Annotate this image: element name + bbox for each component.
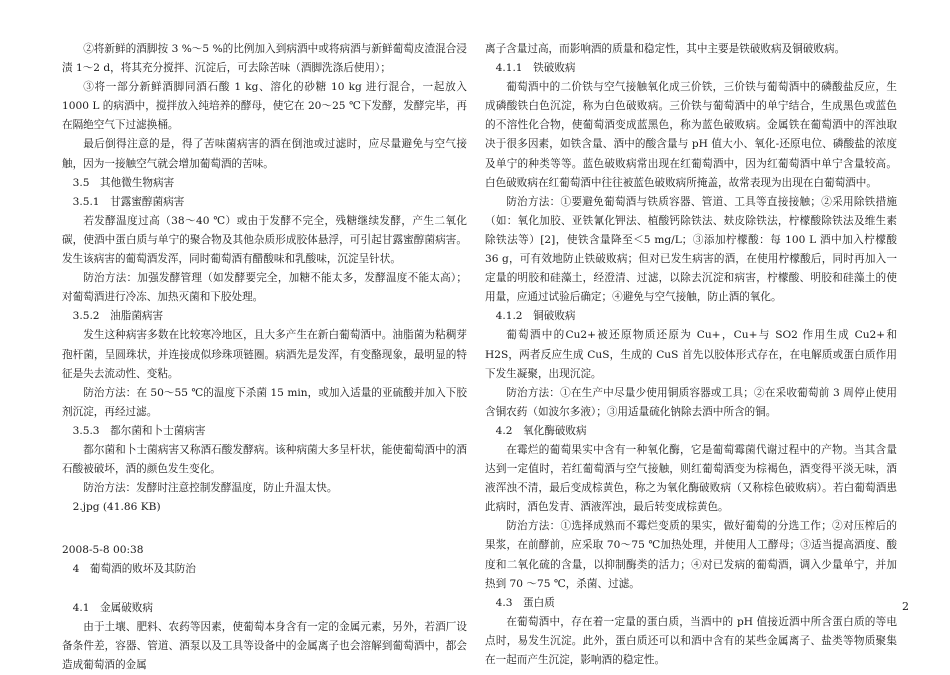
paragraph: 防治方法：发酵时注意控制发酵温度，防止升温太快。 bbox=[83, 482, 338, 495]
spacer bbox=[62, 517, 467, 541]
paragraph: 最后倒得注意的是，得了苦味菌病害的酒在倒池或过滤时，应尽量避免与空气接触，因为一接触空气就会增加葡萄酒的苦味。 bbox=[62, 138, 467, 170]
paragraph: 2.jpg (41.86 KB) bbox=[62, 501, 161, 514]
section-heading: 4.1.2 铜破败病 bbox=[495, 310, 576, 323]
section-heading: 3.5.3 都尔菌和卜士菌病害 bbox=[72, 424, 206, 437]
paragraph: ③将一部分新鲜酒脚同酒石酸 1 kg、溶化的砂糖 10 kg 进行混合，一起放入 1000 L 的病酒中，搅拌放入纯培养的酵母，使它在 20～25 ℃下发酵，发酵完毕，再在隔绝空气下过滤换桶。 bbox=[62, 81, 467, 132]
paragraph: 在葡萄酒中，存在着一定量的蛋白质，当酒中的 pH 值接近酒中所含蛋白质的等电点时，易发生沉淀。此外，蛋白质还可以和酒中含有的某些金属离子、盐类等物质聚集在一起而产生沉淀，影响酒的稳定性。 bbox=[485, 615, 897, 666]
left-column bbox=[62, 40, 467, 675]
paragraph: 葡萄酒中的Cu2+被还原物质还原为 Cu+，Cu+与 SO2 作用生成 Cu2+和 H2S，两者反应生成 CuS，生成的 CuS 首先以胶体形式存在，在电解质或蛋白质作用下发生凝聚，出现沉淀。 bbox=[485, 329, 897, 380]
section-heading: 3.5 其他微生物病害 bbox=[72, 176, 175, 189]
paragraph: 防治方法：在 50～55 ℃的温度下杀菌 15 min，或加入适量的亚硫酸并加入下胶剂沉淀，再经过滤。 bbox=[62, 386, 467, 418]
paragraph: 防治方法：①要避免葡萄酒与铁质容器、管道、工具等直接接触；②采用除铁措施（如：氧化加胶、亚铁氰化钾法、植酸钙除铁法、麸皮除铁法，柠檬酸除铁法及维生素除铁法等）[2]，使铁含量降至＜5 mg/L；③添加柠檬酸：每 100 L 酒中加入柠檬酸 36 g，可有效地防止铁破败病；但对已发生病害的酒，在使用柠檬酸后，同时再加入一定量的明胶和硅藻土，经澄清、过滤，以除去沉淀和病害，柠檬酸、明胶和硅藻土的使用量，应通过试验后确定；④避免与空气接触，防止酒的氧化。 bbox=[485, 195, 897, 304]
section-heading: 3.5.2 油脂菌病害 bbox=[72, 310, 164, 323]
paragraph: 2008-5-8 00:38 bbox=[62, 544, 144, 557]
page-number: 2 bbox=[902, 600, 909, 613]
paragraph: 若发酵温度过高（38～40 ℃）或由于发酵不完全，残糖继续发酵，产生二氧化碳，使酒中蛋白质与单宁的聚合物及其他杂质形成胶体悬浮，可引起甘露蜜醇菌病害。发生该病害的葡萄酒发浑，同时葡萄酒有醋酸味和乳酸味，沉淀呈针状。 bbox=[62, 214, 467, 266]
paragraph: 防治方法：①选择成熟而不霉烂变质的果实，做好葡萄的分选工作；②对压榨后的果浆，在前酵前，应采取 70～75 ℃加热处理，并使用人工酵母；③适当提高酒度、酸度和二氧化硫的含量，以抑制酶类的活力；④对已发病的葡萄酒，调入少量单宁，并加热到 70 ～75 ℃，杀菌、过滤。 bbox=[485, 520, 897, 590]
paragraph: 离子含量过高，而影响酒的质量和稳定性，其中主要是铁破败病及铜破败病。 bbox=[485, 43, 846, 55]
section-heading: 4.2 氧化酶破败病 bbox=[495, 424, 587, 437]
paragraph: 都尔菌和卜士菌病害又称酒石酸发酵病。该种病菌大多呈杆状，能使葡萄酒中的酒石酸被破坏，酒的颜色发生变化。 bbox=[62, 443, 467, 476]
paragraph: 防治方法：加强发酵管理（如发酵要完全，加糖不能太多，发酵温度不能太高）；对葡萄酒进行冷冻、加热灭菌和下胶处理。 bbox=[62, 272, 467, 304]
section-heading: 3.5.1 甘露蜜醇菌病害 bbox=[72, 195, 185, 208]
paragraph: 在霉烂的葡萄果实中含有一种氧化酶，它是葡萄霉菌代谢过程中的产物。当其含量达到一定值时，若红葡萄酒与空气接触，则红葡萄酒变为棕褐色，酒变得平淡无味，酒液浑浊不清，最后变成棕黄色，称之为氧化酶破败病（又称棕色破败病）。若白葡萄酒患此病时，酒色发青、酒液浑浊，最后转变成棕黄色。 bbox=[485, 443, 897, 514]
spacer bbox=[62, 580, 467, 599]
paragraph: 由于土壤、肥料、农药等因素，使葡萄本身含有一定的金属元素，另外，若酒厂设备条件差，容器、管道、酒泵以及工具等设备中的金属离子也会溶解到葡萄酒中，都会造成葡萄酒的金属 bbox=[62, 620, 467, 671]
paragraph: 防治方法：①在生产中尽量少使用铜质容器或工具；②在采收葡萄前 3 周停止使用含铜农药（如波尔多液）；③用适量硫化钠除去酒中所含的铜。 bbox=[485, 386, 897, 418]
paragraph: 葡萄酒中的二价铁与空气接触氧化成三价铁，三价铁与葡萄酒中的磷酸盐反应，生成磷酸铁白色沉淀，称为白色破败病。三价铁与葡萄酒中的单宁结合，生成黑色或蓝色的不溶性化合物，使葡萄酒变成蓝黑色，称为蓝色破败病。金属铁在葡萄酒中的浑浊取决于很多因素，如铁含量、酒中的酸含量与 pH 值大小、氧化-还原电位、磷酸盐的浓度及单宁的种类等等。蓝色破败病常出现在红葡萄酒中，因为红葡萄酒中单宁含量较高。白色破败病在红葡萄酒中往往被蓝色破败病所掩盖，故常表现为出现在白葡萄酒中。 bbox=[485, 81, 897, 189]
section-heading: 4.1.1 铁破败病 bbox=[495, 62, 576, 75]
section-heading: 4.3 蛋白质 bbox=[495, 596, 555, 609]
paragraph: 发生这种病害多数在比较寒冷地区，且大多产生在新白葡萄酒中。油脂菌为粘稠芽孢杆菌，呈圆珠状，并连接成似珍珠项链圈。病酒先是发浑，有变酪现象，最明显的特征是失去流动性、变粘。 bbox=[62, 329, 467, 380]
section-heading: 4 葡萄酒的败坏及其防治 bbox=[72, 563, 196, 576]
right-column bbox=[485, 40, 897, 670]
paragraph: ②将新鲜的酒脚按 3 %～5 %的比例加入到病酒中或将病酒与新鲜葡萄皮渣混合浸渍 1～2 d，将其充分搅拌、沉淀后，可去除苦味（酒脚洗涤后使用）； bbox=[62, 43, 467, 75]
section-heading: 4.1 金属破败病 bbox=[72, 601, 154, 614]
